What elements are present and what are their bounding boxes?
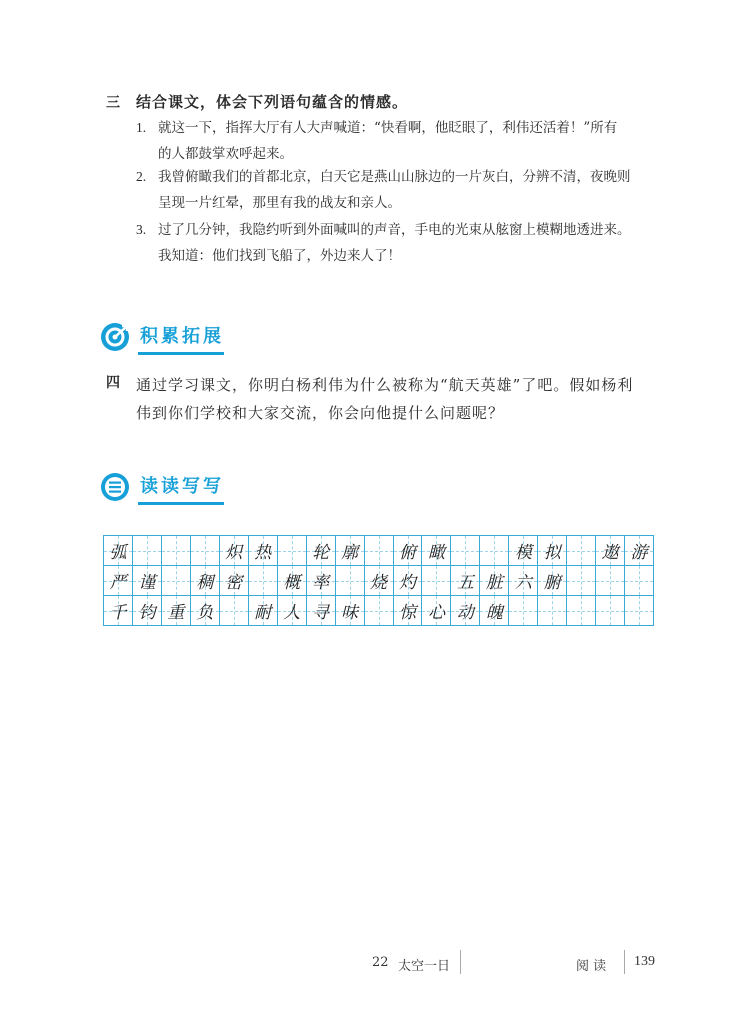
grid-cell: [132, 535, 162, 566]
item-line-2: 的人都鼓掌欢呼起来。: [158, 146, 293, 162]
grid-cell: 烧: [364, 565, 394, 596]
grid-cell: 模: [508, 535, 538, 566]
grid-cell: [161, 565, 191, 596]
grid-cell: [566, 595, 596, 626]
grid-cell: 魄: [479, 595, 509, 626]
grid-cell: [595, 595, 625, 626]
grid-cell: [335, 565, 365, 596]
footer-divider: [624, 950, 625, 974]
list-icon: [100, 472, 130, 502]
grid-cell: [190, 535, 220, 566]
grid-cell: 稠: [190, 565, 220, 596]
grid-cell: [479, 535, 509, 566]
grid-cell: 千: [103, 595, 133, 626]
grid-cell: [277, 535, 307, 566]
section-read-write: [100, 468, 300, 508]
grid-cell: [450, 535, 480, 566]
grid-cell: 遨: [595, 535, 625, 566]
footer-lesson-title: 太空一日: [398, 959, 451, 974]
grid-cell: 灼: [393, 565, 423, 596]
grid-cell: [566, 565, 596, 596]
grid-cell: 重: [161, 595, 191, 626]
item-line-1: 我曾俯瞰我们的首都北京，白天它是燕山山脉边的一片灰白，分辨不清，夜晚则: [158, 169, 631, 185]
grid-cell: 拟: [537, 535, 567, 566]
grid-cell: [364, 535, 394, 566]
page-number: 139: [634, 954, 655, 969]
item-number: 2.: [136, 169, 147, 184]
footer-lesson-number: 22: [372, 955, 389, 970]
grid-cell: [595, 565, 625, 596]
section-title: 读读写写: [140, 476, 224, 497]
grid-cell: 六: [508, 565, 538, 596]
question-4-line-2: 伟到你们学校和大家交流，你会向他提什么问题呢？: [136, 404, 505, 422]
grid-cell: [161, 535, 191, 566]
item-number: 3.: [136, 222, 147, 237]
grid-cell: 俯: [393, 535, 423, 566]
grid-cell: 动: [450, 595, 480, 626]
grid-cell: 弧: [103, 535, 133, 566]
grid-cell: 密: [219, 565, 249, 596]
footer-divider: [460, 950, 461, 974]
grid-cell: 概: [277, 565, 307, 596]
question-3-title: 结合课文，体会下列语句蕴含的情感。: [136, 93, 409, 111]
grid-row-3: [104, 595, 654, 626]
grid-cell: 谨: [132, 565, 162, 596]
question-3-number: 三: [106, 95, 120, 111]
grid-cell: 耐: [248, 595, 278, 626]
grid-cell: 寻: [306, 595, 336, 626]
grid-cell: 瞰: [421, 535, 451, 566]
target-arrow-icon: [100, 322, 130, 352]
item-line-1: 就这一下，指挥大厅有人大声喊道：“快看啊，他眨眼了，利伟还活着！”所有: [158, 120, 618, 136]
footer-section: 阅 读: [576, 959, 607, 974]
grid-cell: [624, 565, 654, 596]
question-4-text: [136, 371, 676, 427]
grid-cell: 廓: [335, 535, 365, 566]
grid-cell: 人: [277, 595, 307, 626]
section-underline: [138, 352, 224, 355]
grid-cell: [624, 595, 654, 626]
grid-cell: 轮: [306, 535, 336, 566]
grid-cell: 味: [335, 595, 365, 626]
grid-cell: 率: [306, 565, 336, 596]
section-accumulate-expand: [100, 318, 300, 358]
grid-cell: [537, 595, 567, 626]
section-title: 积累拓展: [140, 326, 224, 347]
item-line-1: 过了几分钟，我隐约听到外面喊叫的声音，手电的光束从舷窗上模糊地透进来。: [158, 222, 631, 238]
grid-cell: [364, 595, 394, 626]
item-number: 1.: [136, 120, 147, 135]
grid-cell: 游: [624, 535, 654, 566]
grid-cell: 惊: [393, 595, 423, 626]
grid-cell: 严: [103, 565, 133, 596]
section-underline: [138, 502, 224, 505]
question-4-number: 四: [106, 375, 120, 391]
grid-cell: [248, 565, 278, 596]
grid-cell: 五: [450, 565, 480, 596]
grid-cell: 腑: [537, 565, 567, 596]
grid-cell: 负: [190, 595, 220, 626]
question-3-item-1: [136, 115, 676, 167]
grid-cell: [219, 595, 249, 626]
question-4-line-1: 通过学习课文，你明白杨利伟为什么被称为“航天英雄”了吧。假如杨利: [136, 376, 634, 394]
grid-row-2: [104, 565, 654, 596]
question-3-item-2: [136, 164, 676, 216]
grid-cell: [508, 595, 538, 626]
grid-cell: 热: [248, 535, 278, 566]
grid-cell: 钧: [132, 595, 162, 626]
grid-cell: [566, 535, 596, 566]
grid-cell: 心: [421, 595, 451, 626]
grid-cell: 脏: [479, 565, 509, 596]
grid-row-1: [104, 535, 654, 566]
item-line-2: 呈现一片红晕，那里有我的战友和亲人。: [158, 195, 401, 211]
grid-cell: 炽: [219, 535, 249, 566]
grid-cell: [421, 565, 451, 596]
item-line-2: 我知道：他们找到飞船了，外边来人了！: [158, 248, 401, 264]
question-3-item-3: [136, 217, 676, 269]
